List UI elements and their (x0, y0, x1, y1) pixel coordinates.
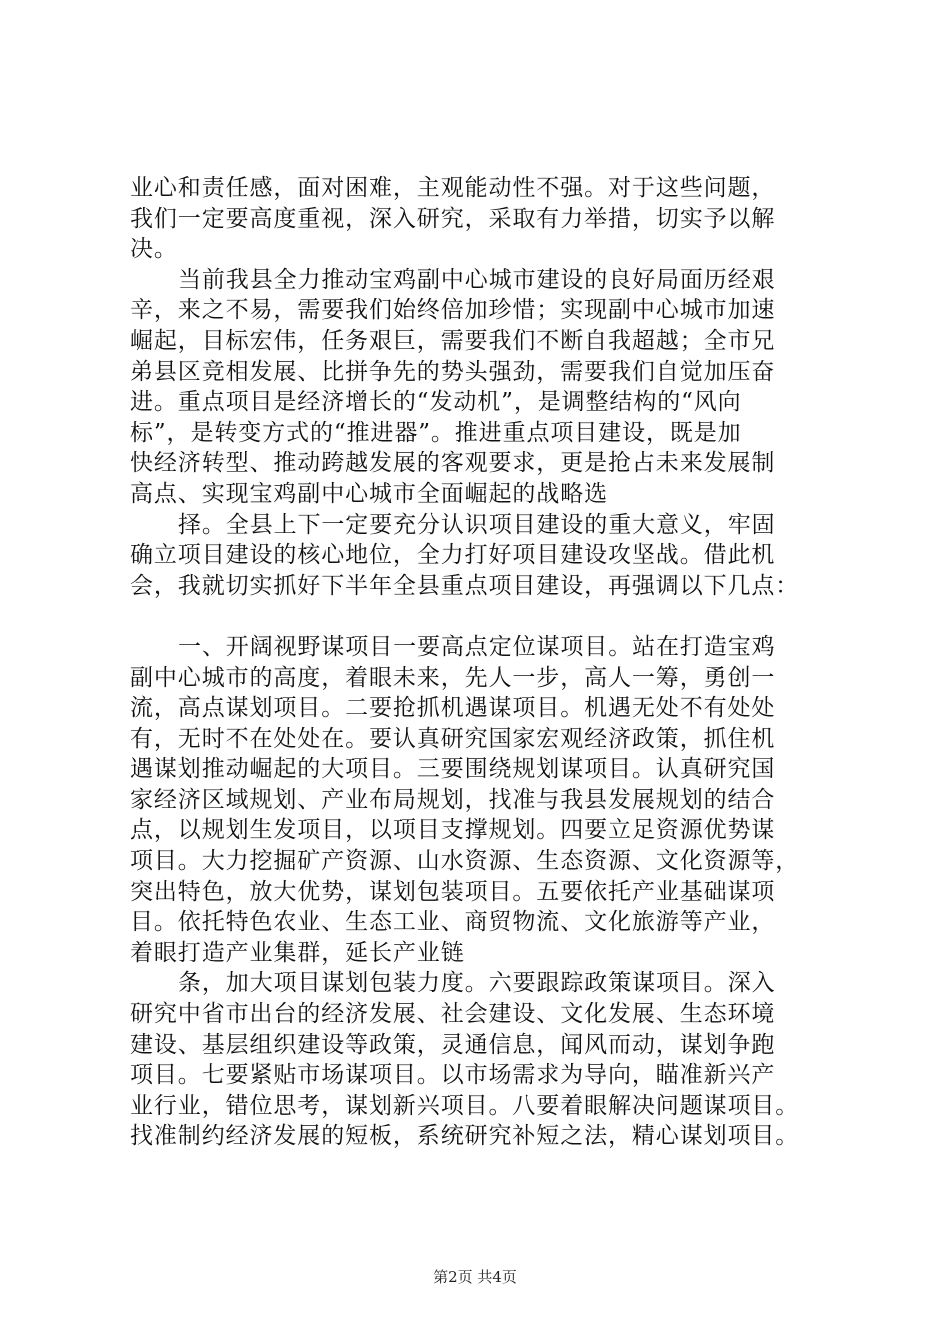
text-line: 进。重点项目是经济增长的“发动机”，是调整结构的“风向 (130, 389, 742, 416)
text-line: 当前我县全力推动宝鸡副中心城市建设的良好局面历经艰 (178, 266, 776, 293)
text-line: 找准制约经济发展的短板，系统研究补短之法，精心谋划项目。 (130, 1123, 800, 1150)
text-line (130, 601, 840, 632)
text-line: 流，高点谋划项目。二要抢抓机遇谋项目。机遇无处不有处处 (130, 695, 776, 722)
text-line: 会，我就切实抓好下半年全县重点项目建设，再强调以下几点： (130, 572, 800, 599)
text-line: 突出特色，放大优势，谋划包装项目。五要依托产业基础谋项 (130, 878, 776, 905)
text-line: 高点、实现宝鸡副中心城市全面崛起的战略选 (130, 480, 608, 507)
text-line: 副中心城市的高度，着眼未来，先人一步，高人一筹，勇创一 (130, 664, 776, 691)
text-line: 标”，是转变方式的“推进器”。推进重点项目建设，既是加 (130, 419, 742, 446)
text-line: 业行业，错位思考，谋划新兴项目。八要着眼解决问题谋项目。 (130, 1092, 800, 1119)
text-line: 着眼打造产业集群，延长产业链 (130, 939, 465, 966)
text-line: 弟县区竞相发展、比拼争先的势头强劲，需要我们自觉加压奋 (130, 358, 776, 385)
text-line: 有，无时不在处处在。要认真研究国家宏观经济政策，抓住机 (130, 725, 776, 752)
page-footer: 第2页 共4页 (433, 1268, 517, 1286)
text-line: 遇谋划推动崛起的大项目。三要围绕规划谋项目。认真研究国 (130, 756, 776, 783)
text-line: 一、开阔视野谋项目一要高点定位谋项目。站在打造宝鸡 (178, 633, 776, 660)
text-line: 研究中省市出台的经济发展、社会建设、文化发展、生态环境 (130, 1001, 776, 1028)
text-line: 确立项目建设的核心地位，全力打好项目建设攻坚战。借此机 (130, 542, 776, 569)
text-line: 家经济区域规划、产业布局规划，找准与我县发展规划的结合 (130, 786, 776, 813)
text-line: 择。全县上下一定要充分认识项目建设的重大意义，牢固 (178, 511, 776, 538)
text-line: 业心和责任感，面对困难，主观能动性不强。对于这些问题， (130, 175, 776, 201)
text-line: 辛，来之不易，需要我们始终倍加珍惜；实现副中心城市加速 (130, 297, 776, 324)
text-line: 条，加大项目谋划包装力度。六要跟踪政策谋项目。深入 (178, 970, 776, 997)
text-line: 点，以规划生发项目，以项目支撑规划。四要立足资源优势谋 (130, 817, 776, 844)
text-line: 快经济转型、推动跨越发展的客观要求，更是抢占未来发展制 (130, 450, 776, 477)
text-line: 项目。七要紧贴市场谋项目。以市场需求为导向，瞄准新兴产 (130, 1062, 776, 1089)
text-line: 我们一定要高度重视，深入研究，采取有力举措，切实予以解 (130, 205, 776, 232)
text-line: 崛起，目标宏伟，任务艰巨，需要我们不断自我超越；全市兄 (130, 327, 776, 354)
document-body (130, 173, 840, 1152)
text-line: 项目。大力挖掘矿产资源、山水资源、生态资源、文化资源等， (130, 848, 800, 875)
text-line: 建设、基层组织建设等政策，灵通信息，闻风而动，谋划争跑 (130, 1031, 776, 1058)
text-line: 决。 (130, 236, 178, 263)
text-line: 目。依托特色农业、生态工业、商贸物流、文化旅游等产业， (130, 909, 776, 936)
